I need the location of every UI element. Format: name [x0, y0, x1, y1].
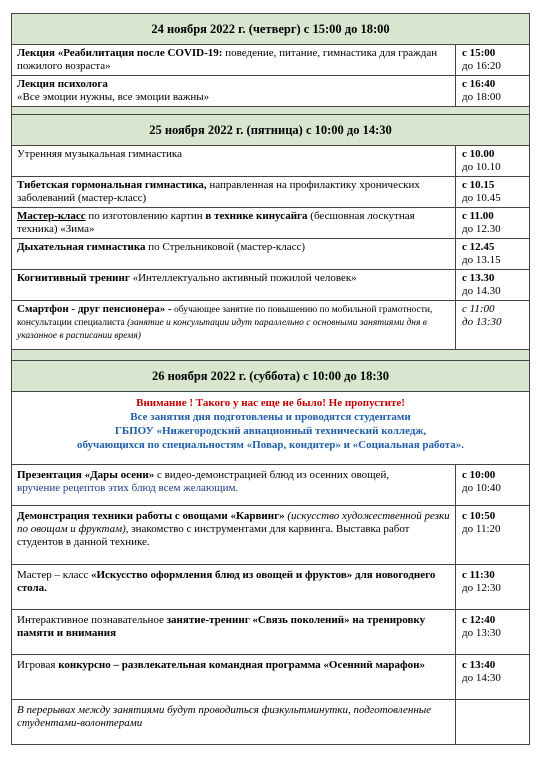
- session-note: (искусство художественной резки по овощам и фруктам): [17, 510, 450, 535]
- session-desc: с видео-демонстрацией блюд из осенних овощей,: [154, 469, 390, 481]
- session-row: [12, 301, 530, 350]
- session-row: [12, 146, 530, 177]
- session-title: Мастер-класс: [17, 210, 86, 222]
- day-header: [12, 361, 530, 392]
- day1-header: 24 ноября 2022 г. (четверг) с 15:00 до 18:00: [12, 14, 530, 45]
- session-desc: по изготовлению картин: [85, 210, 206, 222]
- session-row: [12, 208, 530, 239]
- session-row: [12, 655, 530, 700]
- day-header: [12, 115, 530, 146]
- session-title: конкурсно – развлекательная командная программа «Осенний марафон»: [58, 659, 425, 671]
- session-start: с 16:40: [462, 78, 496, 90]
- session-desc: поведение, питание, гимнастика для граждан пожилого возраста»: [17, 47, 438, 72]
- session-end: до 13:30: [462, 627, 501, 639]
- session-start: с 11.00: [462, 210, 494, 222]
- session-start: с 12.45: [462, 241, 495, 253]
- session-end: до 18:00: [462, 91, 501, 103]
- session-end: до 13:30: [462, 316, 502, 328]
- session-note: (занятие и консультации идут параллельно с основными занятиями дня в указанное в расписании время): [17, 318, 427, 341]
- notice-line: обучающихся по специальностям «Повар, кондитер» и «Социальная работа».: [76, 439, 465, 451]
- schedule-table: [11, 13, 530, 745]
- session-row: [12, 45, 530, 76]
- session-end: до 12.30: [462, 223, 501, 235]
- spacer-row: [12, 107, 530, 115]
- notice-line: Все занятия дня подготовлены и проводятся студентами: [130, 411, 411, 423]
- session-title: Смартфон - друг пенсионера» -: [17, 303, 172, 315]
- session-title: Презентация «Дары осени»: [17, 469, 155, 481]
- session-desc-extra: (бесшовная лоскутная техника) «Зима»: [17, 210, 415, 235]
- session-end: до 10:40: [462, 482, 501, 494]
- session-desc: «Все эмоции нужны, все эмоции важны»: [17, 91, 210, 103]
- session-title: Тибетская гормональная гимнастика,: [17, 179, 207, 191]
- session-title: Утренняя музыкальная гимнастика: [17, 148, 182, 160]
- session-end: до 14:30: [462, 672, 501, 684]
- session-start: с 10.15: [462, 179, 495, 191]
- session-end: до 16:20: [462, 60, 501, 72]
- session-row: [12, 506, 530, 565]
- session-row: [12, 465, 530, 506]
- spacer-row: [12, 350, 530, 361]
- session-end: до 10.45: [462, 192, 501, 204]
- session-desc: , знакомство с инструментами для карвинга. Выставка работ студентов в данной технике.: [17, 523, 410, 548]
- session-start: с 13.30: [462, 272, 495, 284]
- session-prefix: Интерактивное познавательное: [17, 614, 167, 626]
- session-end: до 11:20: [462, 523, 501, 535]
- session-extra: вручение рецептов этих блюд всем желающим.: [17, 482, 239, 494]
- session-desc: обучающее занятие по повышению по мобильной грамотности, консультации специалиста: [17, 305, 433, 328]
- session-technique: в технике кинусайга: [205, 210, 308, 222]
- session-title: Когнитивный тренинг: [17, 272, 130, 284]
- session-end: до 10.10: [462, 161, 501, 173]
- session-end: до 12:30: [462, 582, 501, 594]
- footer-note: В перерывах между занятиями будут проводиться физкультминутки, подготовленные студентами-волонтерами: [17, 704, 432, 729]
- session-row: [12, 76, 530, 107]
- session-start: с 10:00: [462, 469, 496, 481]
- session-start: с 15:00: [462, 47, 496, 59]
- session-title: Дыхательная гимнастика: [17, 241, 146, 253]
- session-desc: направленная на профилактику хронических заболеваний (мастер-класс): [17, 179, 420, 204]
- session-start: с 13:40: [462, 659, 496, 671]
- notice-attention: Внимание ! Такого у нас еще не было! Не пропустите!: [136, 397, 405, 409]
- session-title: «Искусство оформления блюд из овощей и фруктов» для новогоднего стола.: [17, 569, 436, 594]
- session-start: с 10:50: [462, 510, 496, 522]
- session-end: до 14.30: [462, 285, 501, 297]
- session-row: [12, 565, 530, 610]
- session-start: с 11:00: [462, 303, 495, 315]
- session-start: с 11:30: [462, 569, 495, 581]
- notice-line: ГБПОУ «Нижегородский авиационный технический колледж,: [114, 425, 427, 437]
- day-header: [12, 14, 530, 45]
- session-row: [12, 177, 530, 208]
- session-prefix: Мастер – класс: [17, 569, 91, 581]
- footer-row: [12, 700, 530, 745]
- session-start: с 12:40: [462, 614, 496, 626]
- session-desc: «Интеллектуально активный пожилой человек»: [129, 272, 357, 284]
- session-title: Лекция психолога: [17, 78, 108, 90]
- session-title: занятие-тренинг «Связь поколений» на тренировку памяти и внимания: [17, 614, 426, 639]
- session-title: Лекция «Реабилитация после COVID-19:: [17, 47, 223, 59]
- session-start: с 10.00: [462, 148, 495, 160]
- session-row: [12, 239, 530, 270]
- session-prefix: Игровая: [17, 659, 59, 671]
- day2-header: 25 ноября 2022 г. (пятница) с 10:00 до 14:30: [12, 115, 530, 146]
- session-desc: по Стрельниковой (мастер-класс): [145, 241, 306, 253]
- session-row: [12, 270, 530, 301]
- day3-header: 26 ноября 2022 г. (суббота) с 10:00 до 18:30: [12, 361, 530, 392]
- session-title: Демонстрация техники работы с овощами «Карвинг»: [17, 510, 285, 522]
- session-row: [12, 610, 530, 655]
- session-end: до 13.15: [462, 254, 501, 266]
- notice-row: [12, 392, 530, 465]
